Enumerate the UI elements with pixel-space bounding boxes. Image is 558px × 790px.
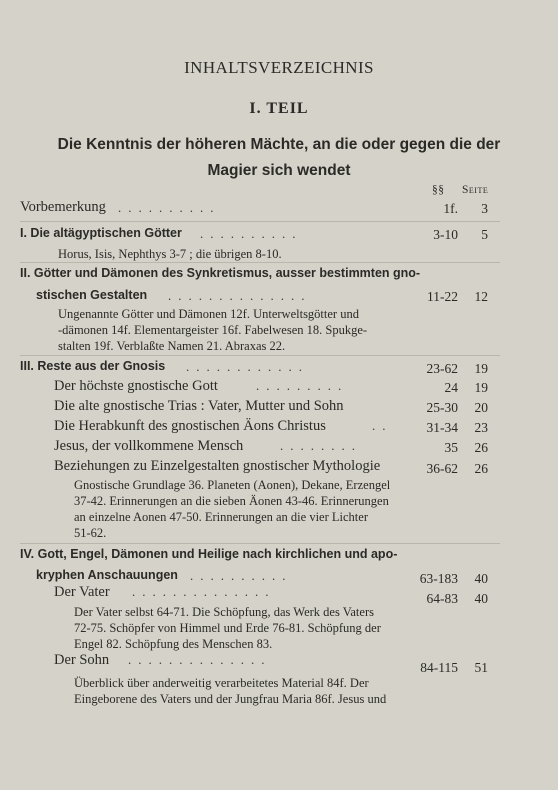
toc-section-3-note-line3: an einzelne Aonen 47-50. Erinnerungen an die vier Lichter (74, 510, 368, 524)
toc-page-number: 40 (474, 571, 488, 586)
toc-subentry-sohn: Der Sohn (54, 652, 110, 668)
toc-paragraph-ref: 31-34 (426, 420, 458, 435)
toc-subentry-vater: Der Vater (54, 584, 110, 600)
leader-dots: .............. (128, 652, 272, 667)
column-header-page: Seite (462, 184, 489, 196)
section-divider (20, 543, 500, 544)
toc-section-2-note-line1: Ungenannte Götter und Dämonen 12f. Unterweltsgötter und (58, 307, 359, 321)
toc-page-number: 51 (474, 660, 488, 675)
toc-paragraph-ref: 35 (444, 440, 458, 455)
toc-page-number: 26 (474, 440, 488, 455)
toc-section-4-title-line2: kryphen Anschauungen (36, 568, 178, 582)
toc-sohn-note-line1: Überblick über anderweitig verarbeitetes Material 84f. Der (74, 676, 369, 690)
page-title: INHALTSVERZEICHNIS (184, 58, 374, 77)
toc-section-3-note-line2: 37-42. Erinnerungen an die sieben Äonen 43-46. Erinnerungen (74, 494, 389, 508)
toc-paragraph-ref: 3-10 (433, 227, 458, 242)
leader-dots: .......... (118, 200, 221, 215)
toc-page-number: 12 (474, 289, 488, 304)
toc-section-3-note-line4: 51-62. (74, 526, 107, 540)
toc-page-number: 19 (474, 361, 488, 376)
leader-dots: ......... (256, 378, 349, 393)
part-subtitle-line2: Magier sich wendet (207, 162, 351, 179)
toc-page-number: 5 (481, 227, 488, 242)
toc-subentry: Die Herabkunft des gnostischen Äons Christus (54, 418, 326, 434)
leader-dots: ............ (186, 359, 309, 374)
toc-vater-note-line2: 72-75. Schöpfer von Himmel und Erde 76-81. Schöpfung der (74, 621, 381, 635)
toc-section-2-note-line2: -dämonen 14f. Elementargeister 16f. Fabelwesen 18. Spukge- (58, 323, 368, 337)
toc-section-3-note-line1: Gnostische Grundlage 36. Planeten (Aonen), Dekane, Erzengel (74, 478, 391, 492)
section-divider (20, 355, 500, 356)
leader-dots: .............. (132, 584, 276, 599)
leader-dots: .............. (168, 288, 312, 303)
leader-dots: .......... (190, 568, 293, 583)
toc-paragraph-ref: 24 (444, 380, 458, 395)
toc-entry-vorbemerkung: Vorbemerkung (20, 199, 106, 215)
toc-subentry: Jesus, der vollkommene Mensch (54, 438, 244, 454)
toc-paragraph-ref: 23-62 (426, 361, 458, 376)
toc-page-number: 40 (474, 591, 488, 606)
toc-paragraph-ref: 1f. (443, 201, 458, 216)
part-subtitle-line1: Die Kenntnis der höheren Mächte, an die oder gegen die der (57, 136, 501, 153)
toc-section-3-title: III. Reste aus der Gnosis (20, 359, 166, 373)
toc-vater-note-line1: Der Vater selbst 64-71. Die Schöpfung, das Werk des Vaters (74, 605, 374, 619)
toc-section-4-title-line1: IV. Gott, Engel, Dämonen und Heilige nach kirchlichen und apo- (20, 547, 398, 561)
toc-section-1-note: Horus, Isis, Nephthys 3-7 ; die übrigen 8-10. (58, 247, 282, 261)
toc-page-number: 23 (474, 420, 488, 435)
toc-subentry: Der höchste gnostische Gott (54, 378, 218, 394)
toc-sohn-note-line2: Eingeborene des Vaters und der Jungfrau Maria 86f. Jesus und (74, 692, 387, 706)
leader-dots: .. (372, 418, 393, 433)
section-divider (20, 262, 500, 263)
toc-paragraph-ref: 25-30 (426, 400, 458, 415)
leader-dots: .......... (200, 226, 303, 241)
toc-paragraph-ref: 11-22 (427, 289, 458, 304)
toc-page-number: 3 (481, 201, 488, 216)
toc-vater-note-line3: Engel 82. Schöpfung des Menschen 83. (74, 637, 273, 651)
toc-section-1-title: I. Die altägyptischen Götter (20, 226, 182, 240)
toc-page-number: 19 (474, 380, 488, 395)
toc-section-2-title-line1: II. Götter und Dämonen des Synkretismus, ausser bestimmten gno- (20, 266, 421, 280)
leader-dots: ........ (280, 438, 362, 453)
section-divider (20, 221, 500, 222)
toc-paragraph-ref: 36-62 (426, 461, 458, 476)
toc-section-2-title-line2: stischen Gestalten (36, 288, 148, 302)
toc-page-number: 20 (474, 400, 488, 415)
toc-paragraph-ref: 64-83 (426, 591, 458, 606)
toc-subentry: Die alte gnostische Trias : Vater, Mutter und Sohn (54, 398, 344, 414)
column-header-paragraphs: §§ (432, 184, 445, 196)
toc-paragraph-ref: 84-115 (420, 660, 458, 675)
toc-section-2-note-line3: stalten 19f. Verblaßte Namen 21. Abraxas 22. (58, 339, 286, 353)
toc-subentry: Beziehungen zu Einzelgestalten gnostischer Mythologie (54, 458, 381, 474)
part-heading: I. TEIL (249, 100, 309, 117)
toc-page-number: 26 (474, 461, 488, 476)
toc-paragraph-ref: 63-183 (419, 571, 458, 586)
